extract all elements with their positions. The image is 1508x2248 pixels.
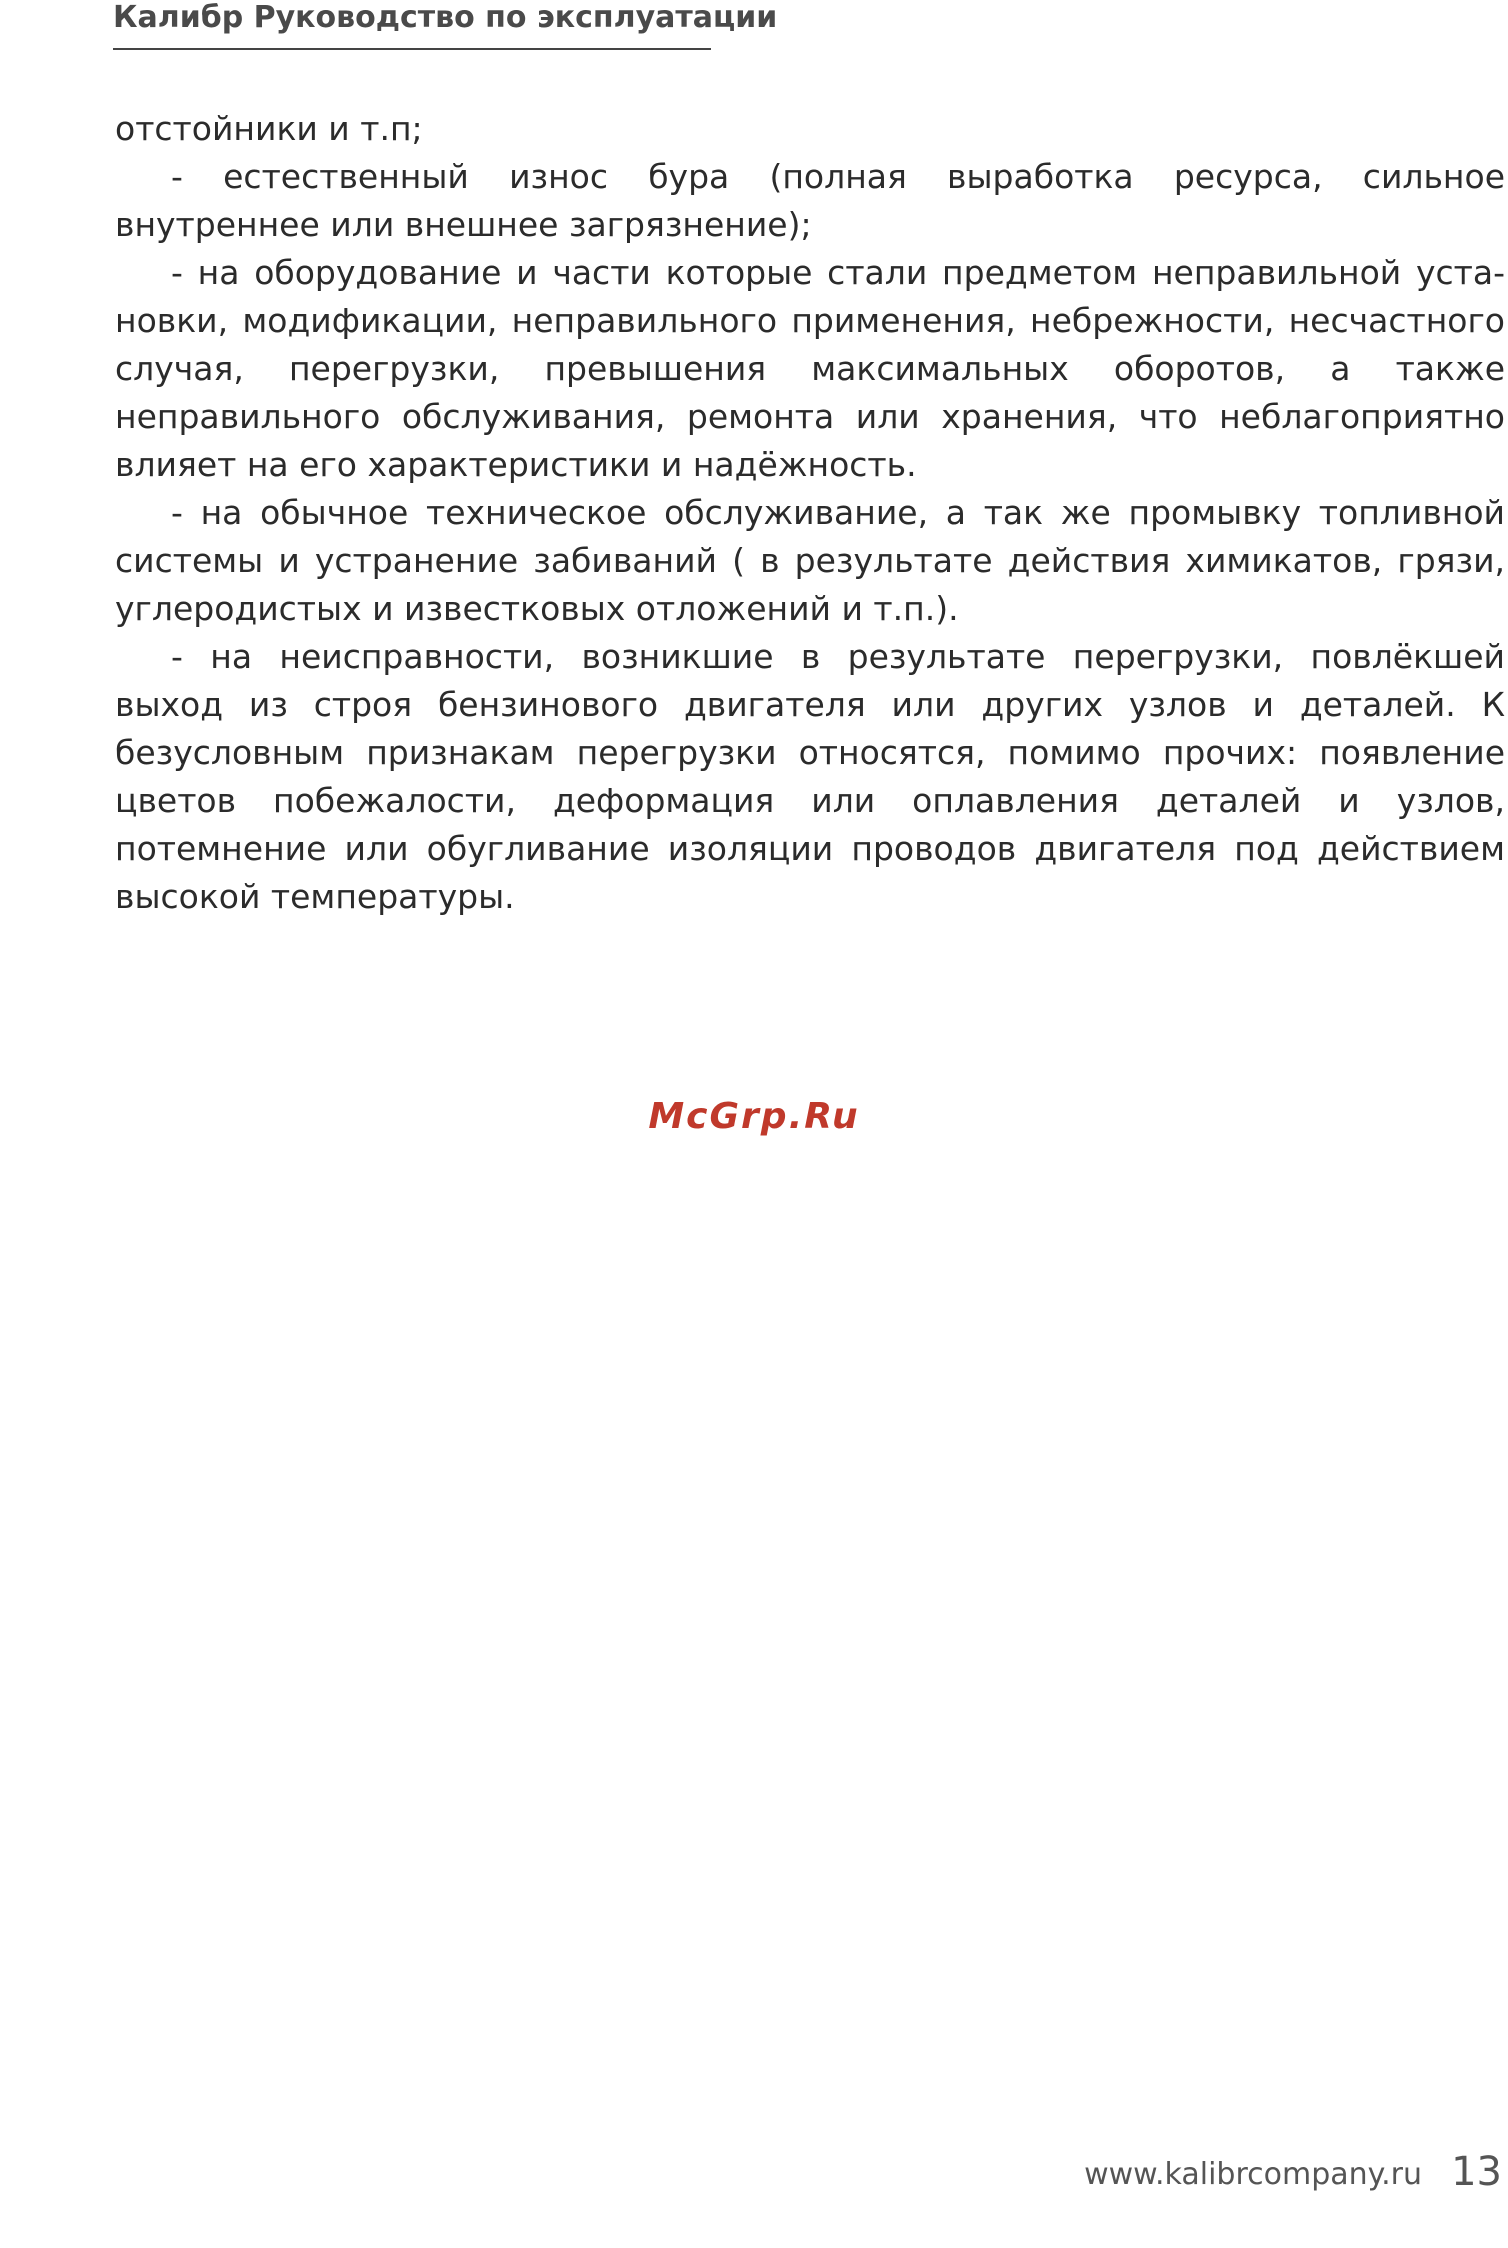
page-header [113, 0, 778, 50]
paragraph-overload: - на неисправности, возникшие в результате перегрузки, повлёкшей выход из строя бензинового двигателя или других узлов и деталей. К безусловным признакам перегрузки относятся, помимо прочих: появление цветов побежалости, деформация или оплавления деталей и узлов, потемнение или обугливание изоляции проводов двигателя под действием высокой температуры. [115, 637, 1505, 916]
page-footer [0, 2147, 1508, 2197]
header-title: Калибр Руководство по эксплуатации [113, 0, 778, 35]
paragraph-maintenance: - на обычное техническое обслуживание, а так же промывку топливной системы и устранение забиваний ( в результате действия химикатов, грязи, углеродистых и известковых отложений и т.п.). [115, 493, 1505, 628]
body-text [115, 105, 1505, 921]
paragraph-misuse: - на оборудование и части которые стали предметом неправильной установки, модификации, неправильного применения, небрежности, несчастного случая, перегрузки, превышения максимальных оборотов, а также неправильного обслуживания, ремонта или хранения, что неблагоприятно влияет на его характеристики и надёжность. [115, 253, 1505, 484]
watermark-link[interactable]: McGrp.Ru [648, 1096, 860, 1137]
paragraph-continuation: отстойники и т.п; [115, 109, 423, 148]
paragraph-wear: - естественный износ бура (полная выработка ресурса, сильное внутреннее или внешнее загрязнение); [115, 157, 1505, 244]
page-number: 13 [1451, 2149, 1502, 2195]
footer-url[interactable]: www.kalibrcompany.ru [1084, 2157, 1422, 2192]
